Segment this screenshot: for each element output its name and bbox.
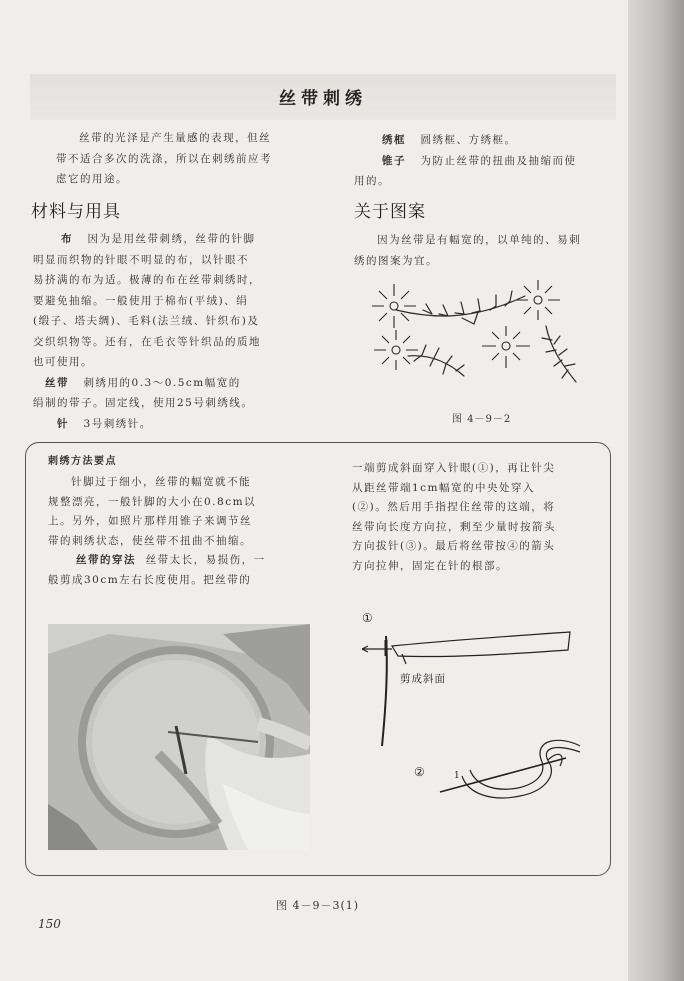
tips-right-text: [352, 459, 600, 576]
intro-line: 丝带的光泽是产生量感的表现，但丝: [79, 132, 272, 144]
cloth-term: 布: [61, 233, 73, 245]
thread-line: 般剪成30cm左右长度使用。把丝带的: [48, 573, 252, 586]
needle-one-icon: [362, 632, 570, 746]
ribbon-line: 绢制的带子。固定线，使用25号刺绣线。: [33, 397, 254, 409]
intro-line: 带不适合多次的洗涤，所以在刺绣前应考: [56, 152, 272, 165]
flower-icon: [516, 280, 560, 320]
intro-line: 虑它的用途。: [56, 173, 128, 185]
materials-section: [33, 229, 313, 434]
thread-term: 丝带的穿法: [76, 554, 136, 566]
cloth-line: 明显而织物的针眼不明显的布，以针眼不: [33, 253, 249, 266]
needle-text: 3号刺绣针。: [83, 417, 152, 430]
about-line: 因为丝带是有幅宽的，以单纯的、易刺: [377, 234, 582, 246]
figure-caption-two: 图 4－9－3(1): [276, 899, 360, 912]
needle-line: [33, 414, 313, 435]
page-title: 丝带刺绣: [279, 89, 367, 109]
thread-first-line: [48, 551, 298, 571]
awl-term: 锥子: [382, 154, 406, 167]
tips-line: 规整漂亮，一般针脚的大小在0.8cm以: [48, 495, 257, 508]
intro-paragraph: [56, 128, 326, 190]
ribbon-first-line: [33, 373, 313, 394]
ribbon-term: 丝带: [45, 376, 69, 389]
tools-section: [354, 130, 616, 192]
tips-line: 上。另外，如照片那样用锥子来调节丝: [48, 515, 252, 527]
about-paragraph: [354, 230, 616, 271]
cut-slant-label: 剪成斜面: [400, 673, 446, 685]
cloth-line: 要避免抽缩。一般使用于棉布(平绒)、绢: [33, 294, 249, 307]
needle-threading-diagram: [352, 606, 608, 816]
frame-term: 绣框: [382, 134, 406, 146]
needle-two-icon: [440, 740, 580, 798]
cloth-line: 易挤满的布为适。极薄的布在丝带刺绣时，: [33, 274, 261, 286]
book-spine: [628, 0, 684, 981]
hoop-photo-drawing: [48, 624, 310, 850]
materials-heading: 材料与用具: [31, 202, 121, 222]
embroidery-hoop-photo: [48, 624, 310, 850]
tips-line: 针脚过于细小，丝带的幅宽就不能: [71, 476, 252, 488]
page-number: 150: [38, 917, 61, 931]
thread-line: 丝带太长，易损伤，一: [145, 554, 266, 566]
needle-term: 针: [57, 417, 69, 430]
tips-right-line: (②)。然后用手指捏住丝带的这端，将: [352, 501, 556, 513]
cloth-line: 交织织物等。还有，在毛衣等针织品的质地: [33, 335, 261, 348]
frame-line: [354, 130, 616, 151]
flower-icon: [372, 284, 416, 328]
awl-line: 用的。: [354, 175, 390, 187]
cloth-line: (缎子、塔夫绸)、毛料(法兰绒、针织布)及: [33, 315, 260, 327]
step-one-label: ①: [362, 611, 373, 625]
tips-left-text: [48, 473, 298, 590]
tips-right-line: 从距丝带端1cm幅宽的中央处穿入: [352, 481, 536, 494]
cloth-line: 也可使用。: [33, 356, 93, 368]
flower-icon: [482, 326, 530, 368]
tips-heading: 刺绣方法要点: [48, 456, 117, 467]
point-one-label: 1: [454, 771, 460, 781]
flower-icon: [374, 330, 418, 370]
frame-text: 圆绣框、方绣框。: [420, 134, 517, 146]
figure-caption: 图 4－9－2: [452, 414, 512, 425]
cloth-first-line: [33, 229, 313, 250]
awl-first-line: [354, 151, 616, 172]
ribbon-line: 刺绣用的0.3～0.5cm幅宽的: [83, 376, 241, 389]
about-line: 绣的图案为宜。: [354, 254, 438, 267]
tips-right-line: 方向拔针(③)。最后将丝带按④的箭头: [352, 540, 556, 552]
tips-right-line: 一端剪成斜面穿入针眼(①)，再让针尖: [352, 462, 556, 474]
tips-right-line: 方向拉伸，固定在针的根部。: [352, 559, 508, 572]
tips-line: 带的刺绣状态，使丝带不扭曲不抽缩。: [48, 534, 252, 547]
cloth-line: 因为是用丝带刺绣，丝带的针脚: [87, 233, 256, 245]
flower-pattern-illustration: [360, 278, 600, 396]
step-two-label: ②: [414, 765, 425, 779]
about-heading: 关于图案: [354, 202, 426, 222]
tips-right-line: 丝带向长度方向拉，剩至少量时按箭头: [352, 520, 556, 533]
awl-line: 为防止丝带的扭曲及抽缩而使: [420, 154, 577, 167]
